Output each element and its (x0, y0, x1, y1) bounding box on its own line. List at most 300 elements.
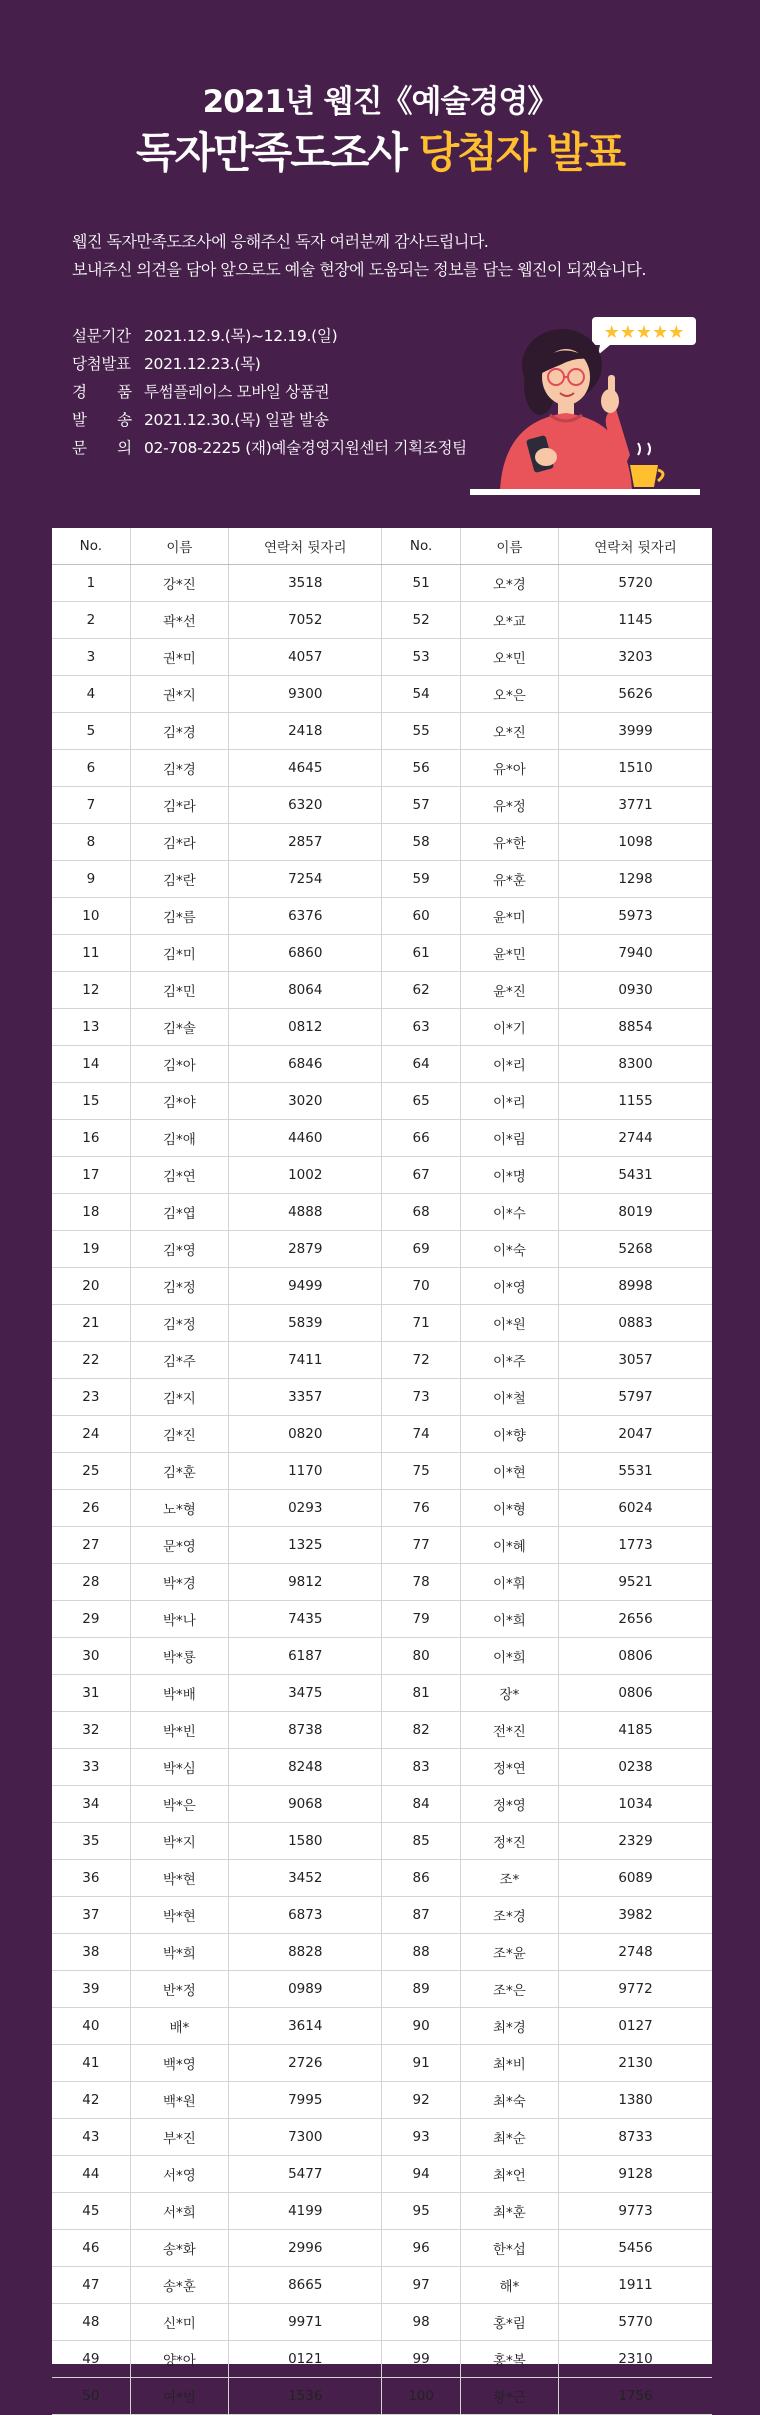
table-cell: 25 (52, 1453, 130, 1490)
table-cell: 이*형 (460, 1490, 558, 1527)
table-row (52, 1490, 712, 1527)
table-cell: 1002 (229, 1157, 382, 1194)
table-cell: 37 (52, 1897, 130, 1934)
table-cell: 오*교 (460, 602, 558, 639)
table-cell: 41 (52, 2045, 130, 2082)
table-cell: 16 (52, 1120, 130, 1157)
column-header: 이름 (460, 528, 558, 565)
table-cell: 김*야 (130, 1083, 228, 1120)
table-row (52, 2156, 712, 2193)
table-cell: 85 (382, 1823, 460, 1860)
table-cell: 윤*진 (460, 972, 558, 1009)
table-cell: 0883 (559, 1305, 712, 1342)
table-cell: 박*빈 (130, 1712, 228, 1749)
table-cell: 10 (52, 898, 130, 935)
table-cell: 3020 (229, 1083, 382, 1120)
table-cell: 2748 (559, 1934, 712, 1971)
info-row (72, 378, 512, 406)
table-cell: 79 (382, 1601, 460, 1638)
table-cell: 이*철 (460, 1379, 558, 1416)
table-cell: 정*영 (460, 1786, 558, 1823)
table-cell: 15 (52, 1083, 130, 1120)
table-cell: 75 (382, 1453, 460, 1490)
table-cell: 69 (382, 1231, 460, 1268)
table-cell: 67 (382, 1157, 460, 1194)
table-cell: 조*윤 (460, 1934, 558, 1971)
table-row (52, 2230, 712, 2267)
table-cell: 이*향 (460, 1416, 558, 1453)
table-cell: 77 (382, 1527, 460, 1564)
table-cell: 8248 (229, 1749, 382, 1786)
table-row (52, 824, 712, 861)
table-cell: 5431 (559, 1157, 712, 1194)
table-cell: 2726 (229, 2045, 382, 2082)
info-list (72, 322, 512, 462)
info-row (72, 322, 512, 350)
table-cell: 1510 (559, 750, 712, 787)
table-cell: 장* (460, 1675, 558, 1712)
table-cell: 5477 (229, 2156, 382, 2193)
table-cell: 96 (382, 2230, 460, 2267)
woman-phone-illustration-icon (470, 305, 700, 495)
table-cell: 유*아 (460, 750, 558, 787)
table-cell: 7435 (229, 1601, 382, 1638)
table-cell: 오*은 (460, 676, 558, 713)
table-row (52, 1712, 712, 1749)
table-row (52, 1601, 712, 1638)
table-cell: 김*엽 (130, 1194, 228, 1231)
table-cell: 박*경 (130, 1564, 228, 1601)
table-cell: 1536 (229, 2378, 382, 2415)
table-cell: 2879 (229, 1231, 382, 1268)
table-cell: 63 (382, 1009, 460, 1046)
table-cell: 박*은 (130, 1786, 228, 1823)
table-cell: 김*정 (130, 1268, 228, 1305)
table-row (52, 898, 712, 935)
table-cell: 백*원 (130, 2082, 228, 2119)
table-row (52, 1009, 712, 1046)
table-cell: 2 (52, 602, 130, 639)
table-cell: 90 (382, 2008, 460, 2045)
table-cell: 8998 (559, 1268, 712, 1305)
column-header: 이름 (130, 528, 228, 565)
table-cell: 55 (382, 713, 460, 750)
table-cell: 조* (460, 1860, 558, 1897)
table-cell: 이*리 (460, 1083, 558, 1120)
table-row (52, 713, 712, 750)
table-cell: 6024 (559, 1490, 712, 1527)
table-cell: 71 (382, 1305, 460, 1342)
table-cell: 4645 (229, 750, 382, 787)
table-cell: 부*진 (130, 2119, 228, 2156)
table-cell: 7 (52, 787, 130, 824)
table-cell: 0293 (229, 1490, 382, 1527)
table-cell: 38 (52, 1934, 130, 1971)
table-cell: 100 (382, 2378, 460, 2415)
table-row (52, 1971, 712, 2008)
table-cell: 3982 (559, 1897, 712, 1934)
table-cell: 0127 (559, 2008, 712, 2045)
table-cell: 반*정 (130, 1971, 228, 2008)
table-cell: 서*희 (130, 2193, 228, 2230)
table-cell: 이*림 (460, 1120, 558, 1157)
table-cell: 이*영 (460, 1268, 558, 1305)
table-cell: 58 (382, 824, 460, 861)
table-cell: 22 (52, 1342, 130, 1379)
table-cell: 39 (52, 1971, 130, 2008)
table-cell: 해* (460, 2267, 558, 2304)
table-cell: 5973 (559, 898, 712, 935)
table-cell: 94 (382, 2156, 460, 2193)
table-cell: 오*진 (460, 713, 558, 750)
table-cell: 권*지 (130, 676, 228, 713)
table-cell: 72 (382, 1342, 460, 1379)
table-cell: 2996 (229, 2230, 382, 2267)
table-row (52, 1231, 712, 1268)
table-row (52, 1786, 712, 1823)
table-row (52, 2378, 712, 2415)
table-cell: 박*현 (130, 1860, 228, 1897)
table-cell: 한*섭 (460, 2230, 558, 2267)
table-row (52, 750, 712, 787)
table-row (52, 1675, 712, 1712)
table-cell: 88 (382, 1934, 460, 1971)
table-row (52, 1638, 712, 1675)
table-cell: 0238 (559, 1749, 712, 1786)
info-label: 문 의 (72, 439, 132, 457)
table-cell: 57 (382, 787, 460, 824)
table-cell: 5720 (559, 565, 712, 602)
table-cell: 3518 (229, 565, 382, 602)
info-label: 경 품 (72, 383, 132, 401)
table-cell: 23 (52, 1379, 130, 1416)
table-cell: 배* (130, 2008, 228, 2045)
table-row (52, 935, 712, 972)
table-cell: 78 (382, 1564, 460, 1601)
table-cell: 김*민 (130, 972, 228, 1009)
table-cell: 46 (52, 2230, 130, 2267)
table-cell: 44 (52, 2156, 130, 2193)
table-cell: 강*진 (130, 565, 228, 602)
table-cell: 이*원 (460, 1305, 558, 1342)
table-row (52, 1083, 712, 1120)
table-cell: 이*희 (460, 1638, 558, 1675)
table-cell: 8733 (559, 2119, 712, 2156)
table-cell: 30 (52, 1638, 130, 1675)
table-cell: 56 (382, 750, 460, 787)
table-row (52, 1934, 712, 1971)
table-cell: 9068 (229, 1786, 382, 1823)
table-cell: 곽*선 (130, 602, 228, 639)
column-header: 연락처 뒷자리 (559, 528, 712, 565)
table-cell: 박*룡 (130, 1638, 228, 1675)
winners-table (52, 528, 712, 2415)
table-cell: 52 (382, 602, 460, 639)
table-cell: 91 (382, 2045, 460, 2082)
table-cell: 이*희 (460, 1601, 558, 1638)
table-cell: 최*훈 (460, 2193, 558, 2230)
table-cell: 2130 (559, 2045, 712, 2082)
title-line1: 2021년 웹진《예술경영》 (202, 84, 558, 120)
table-cell: 8 (52, 824, 130, 861)
table-cell: 김*애 (130, 1120, 228, 1157)
table-cell: 3 (52, 639, 130, 676)
table-row (52, 2082, 712, 2119)
table-cell: 7940 (559, 935, 712, 972)
table-cell: 2857 (229, 824, 382, 861)
table-cell: 3999 (559, 713, 712, 750)
table-row (52, 1268, 712, 1305)
table-cell: 81 (382, 1675, 460, 1712)
table-cell: 0121 (229, 2341, 382, 2378)
table-cell: 최*비 (460, 2045, 558, 2082)
table-cell: 9812 (229, 1564, 382, 1601)
table-cell: 3203 (559, 639, 712, 676)
table-cell: 김*진 (130, 1416, 228, 1453)
table-row (52, 1379, 712, 1416)
table-cell: 최*순 (460, 2119, 558, 2156)
table-cell: 42 (52, 2082, 130, 2119)
table-cell: 1773 (559, 1527, 712, 1564)
table-cell: 이*기 (460, 1009, 558, 1046)
table-cell: 윤*미 (460, 898, 558, 935)
table-cell: 노*형 (130, 1490, 228, 1527)
table-cell: 64 (382, 1046, 460, 1083)
table-cell: 7411 (229, 1342, 382, 1379)
table-cell: 18 (52, 1194, 130, 1231)
table-cell: 20 (52, 1268, 130, 1305)
table-cell: 36 (52, 1860, 130, 1897)
table-cell: 45 (52, 2193, 130, 2230)
table-cell: 4057 (229, 639, 382, 676)
table-cell: 정*진 (460, 1823, 558, 1860)
table-cell: 0820 (229, 1416, 382, 1453)
table-row (52, 1453, 712, 1490)
table-row (52, 2119, 712, 2156)
table-cell: 김*미 (130, 935, 228, 972)
column-header: No. (52, 528, 130, 565)
table-cell: 이*휘 (460, 1564, 558, 1601)
info-value: 2021.12.23.(목) (144, 355, 261, 373)
table-cell: 3475 (229, 1675, 382, 1712)
table-row (52, 787, 712, 824)
table-cell: 1298 (559, 861, 712, 898)
table-cell: 1 (52, 565, 130, 602)
table-cell: 이*수 (460, 1194, 558, 1231)
table-cell: 황*근 (460, 2378, 558, 2415)
table-row (52, 676, 712, 713)
table-cell: 송*훈 (130, 2267, 228, 2304)
table-cell: 27 (52, 1527, 130, 1564)
table-cell: 2329 (559, 1823, 712, 1860)
table-cell: 유*훈 (460, 861, 558, 898)
table-cell: 문*영 (130, 1527, 228, 1564)
table-row (52, 2008, 712, 2045)
table-cell: 8665 (229, 2267, 382, 2304)
table-cell: 8300 (559, 1046, 712, 1083)
table-cell: 1034 (559, 1786, 712, 1823)
table-cell: 48 (52, 2304, 130, 2341)
table-cell: 95 (382, 2193, 460, 2230)
table-cell: 65 (382, 1083, 460, 1120)
table-cell: 김*연 (130, 1157, 228, 1194)
table-cell: 이*현 (460, 1453, 558, 1490)
table-cell: 49 (52, 2341, 130, 2378)
table-cell: 최*언 (460, 2156, 558, 2193)
table-cell: 60 (382, 898, 460, 935)
table-cell: 8019 (559, 1194, 712, 1231)
column-header: No. (382, 528, 460, 565)
table-row (52, 1860, 712, 1897)
intro-text (72, 228, 712, 284)
table-row (52, 1194, 712, 1231)
table-cell: 윤*민 (460, 935, 558, 972)
table-cell: 47 (52, 2267, 130, 2304)
table-cell: 98 (382, 2304, 460, 2341)
table-cell: 17 (52, 1157, 130, 1194)
title-main: 독자만족도조사 (135, 128, 406, 177)
table-cell: 8828 (229, 1934, 382, 1971)
table-row (52, 639, 712, 676)
table-cell: 권*미 (130, 639, 228, 676)
table-cell: 서*영 (130, 2156, 228, 2193)
table-cell: 9 (52, 861, 130, 898)
table-cell: 9773 (559, 2193, 712, 2230)
table-cell: 26 (52, 1490, 130, 1527)
table-cell: 5456 (559, 2230, 712, 2267)
table-row (52, 1305, 712, 1342)
table-cell: 43 (52, 2119, 130, 2156)
table-cell: 이*명 (460, 1157, 558, 1194)
table-cell: 32 (52, 1712, 130, 1749)
table-cell: 6376 (229, 898, 382, 935)
table-cell: 박*심 (130, 1749, 228, 1786)
table-cell: 0989 (229, 1971, 382, 2008)
table-cell: 89 (382, 1971, 460, 2008)
table-cell: 박*지 (130, 1823, 228, 1860)
table-cell: 8064 (229, 972, 382, 1009)
table-cell: 2310 (559, 2341, 712, 2378)
table-cell: 0930 (559, 972, 712, 1009)
table-cell: 5531 (559, 1453, 712, 1490)
table-cell: 68 (382, 1194, 460, 1231)
table-cell: 최*경 (460, 2008, 558, 2045)
table-cell: 66 (382, 1120, 460, 1157)
table-cell: 유*정 (460, 787, 558, 824)
table-cell: 8854 (559, 1009, 712, 1046)
table-cell: 1580 (229, 1823, 382, 1860)
info-label: 설문기간 (72, 327, 131, 345)
table-cell: 6089 (559, 1860, 712, 1897)
table-cell: 1098 (559, 824, 712, 861)
table-row (52, 972, 712, 1009)
table-cell: 31 (52, 1675, 130, 1712)
table-row (52, 1897, 712, 1934)
intro-line-2: 보내주신 의견을 담아 앞으로도 예술 현장에 도움되는 정보를 담는 웹진이 되겠습니다. (72, 260, 646, 279)
table-cell: 백*영 (130, 2045, 228, 2082)
table-row (52, 2267, 712, 2304)
table-cell: 2744 (559, 1120, 712, 1157)
table-cell: 12 (52, 972, 130, 1009)
table-cell: 82 (382, 1712, 460, 1749)
table-cell: 3357 (229, 1379, 382, 1416)
info-label: 당첨발표 (72, 355, 131, 373)
table-cell: 8738 (229, 1712, 382, 1749)
info-row (72, 434, 512, 462)
table-cell: 19 (52, 1231, 130, 1268)
table-cell: 59 (382, 861, 460, 898)
table-cell: 박*희 (130, 1934, 228, 1971)
table-cell: 7254 (229, 861, 382, 898)
table-cell: 6320 (229, 787, 382, 824)
table-cell: 97 (382, 2267, 460, 2304)
table-cell: 80 (382, 1638, 460, 1675)
info-value: 투썸플레이스 모바일 상품권 (144, 383, 330, 401)
table-cell: 3771 (559, 787, 712, 824)
table-cell: 최*숙 (460, 2082, 558, 2119)
table-row (52, 861, 712, 898)
table-cell: 9521 (559, 1564, 712, 1601)
table-cell: 35 (52, 1823, 130, 1860)
table-cell: 2418 (229, 713, 382, 750)
table-cell: 11 (52, 935, 130, 972)
table-row (52, 1157, 712, 1194)
table-cell: 1756 (559, 2378, 712, 2415)
table-cell: 김*란 (130, 861, 228, 898)
table-cell: 9499 (229, 1268, 382, 1305)
table-cell: 1170 (229, 1453, 382, 1490)
table-cell: 9300 (229, 676, 382, 713)
table-cell: 99 (382, 2341, 460, 2378)
table-cell: 김*훈 (130, 1453, 228, 1490)
table-cell: 3614 (229, 2008, 382, 2045)
table-cell: 전*진 (460, 1712, 558, 1749)
table-cell: 54 (382, 676, 460, 713)
table-cell: 김*주 (130, 1342, 228, 1379)
table-cell: 9128 (559, 2156, 712, 2193)
table-cell: 6 (52, 750, 130, 787)
table-cell: 김*아 (130, 1046, 228, 1083)
table-cell: 5797 (559, 1379, 712, 1416)
title-line2 (0, 120, 760, 180)
table-cell: 87 (382, 1897, 460, 1934)
info-label: 발 송 (72, 411, 132, 429)
info-value: 2021.12.9.(목)~12.19.(일) (144, 327, 338, 345)
table-row (52, 565, 712, 602)
table-cell: 3452 (229, 1860, 382, 1897)
table-cell: 9772 (559, 1971, 712, 2008)
table-cell: 여*범 (130, 2378, 228, 2415)
winners-table-container (52, 528, 712, 2406)
table-cell: 70 (382, 1268, 460, 1305)
info-value: 02-708-2225 (재)예술경영지원센터 기획조정팀 (144, 439, 467, 457)
table-cell: 김*솔 (130, 1009, 228, 1046)
table-cell: 김*지 (130, 1379, 228, 1416)
table-row (52, 2193, 712, 2230)
table-cell: 4 (52, 676, 130, 713)
table-row (52, 1416, 712, 1453)
info-value: 2021.12.30.(목) 일괄 발송 (144, 411, 329, 429)
table-cell: 29 (52, 1601, 130, 1638)
table-row (52, 1823, 712, 1860)
table-cell: 오*경 (460, 565, 558, 602)
table-cell: 홍*림 (460, 2304, 558, 2341)
table-cell: 김*라 (130, 824, 228, 861)
table-cell: 송*화 (130, 2230, 228, 2267)
table-cell: 5839 (229, 1305, 382, 1342)
table-cell: 4460 (229, 1120, 382, 1157)
table-cell: 이*주 (460, 1342, 558, 1379)
